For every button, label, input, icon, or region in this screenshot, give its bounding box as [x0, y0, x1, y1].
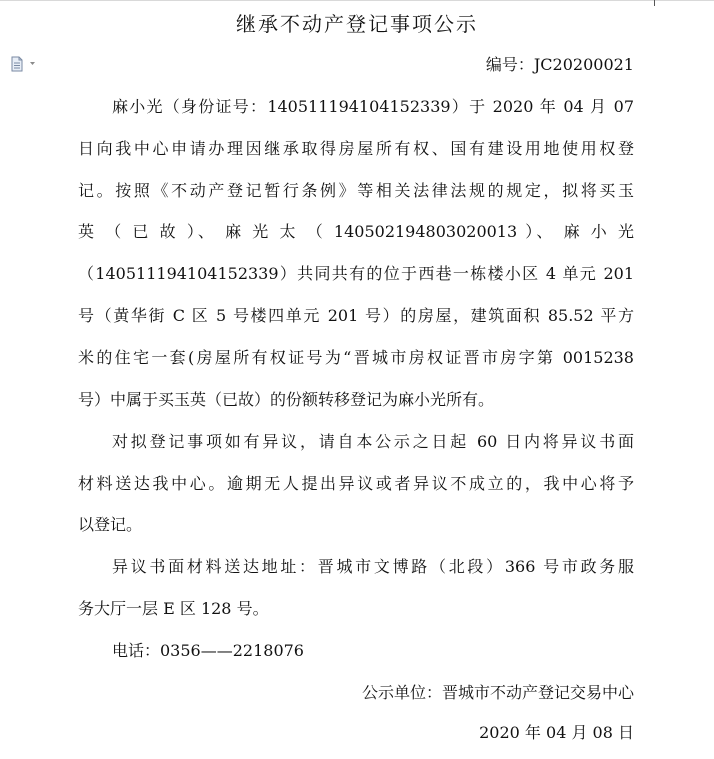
body-line: 材料送达我中心。逾期无人提出异议或者异议不成立的，我中心将予: [78, 474, 634, 493]
objection-address: 异议书面材料送达地址：晋城市文博路（北段）366 号市政务服: [112, 557, 634, 576]
document-number: 编号：JC20200021: [485, 55, 634, 74]
document-title: 继承不动产登记事项公示: [236, 12, 478, 36]
document-icon[interactable]: [10, 56, 40, 72]
body-line: 米的住宅一套(房屋所有权证号为“晋城市房权证晋市房字第 0015238: [78, 348, 634, 367]
issue-date: 2020 年 04 月 08 日: [479, 723, 634, 742]
body-line: 号（黄华街 C 区 5 号楼四单元 201 号）的房屋，建筑面积 85.52 平方: [78, 306, 634, 325]
body-line: 日向我中心申请办理因继承取得房屋所有权、国有建设用地使用权登: [78, 139, 634, 158]
page-top-border: [0, 0, 714, 1]
body-line: （140511194104152339）共同共有的位于西巷一栋楼小区 4 单元 201: [78, 264, 634, 283]
contact-phone: 电话：0356——2218076: [112, 641, 304, 660]
body-line: 以登记。: [78, 515, 143, 534]
objection-address: 务大厅一层 E 区 128 号。: [78, 599, 269, 618]
body-line: 麻小光（身份证号：140511194104152339）于 2020 年 04 月 07: [112, 97, 634, 116]
body-line: 对拟登记事项如有异议，请自本公示之日起 60 日内将异议书面: [112, 432, 634, 451]
dropdown-arrow-icon: [30, 62, 35, 65]
body-line: 号）中属于买玉英（已故）的份额转移登记为麻小光所有。: [78, 390, 495, 409]
body-line: 记。按照《不动产登记暂行条例》等相关法律法规的规定，拟将买玉: [78, 181, 634, 200]
body-line: 英 （ 已 故 ）、 麻 光 太 （ 140502194803020013 ）、 麻 小 光: [78, 222, 634, 241]
issuer: 公示单位：晋城市不动产登记交易中心: [361, 683, 634, 702]
page-corner-mark: [654, 0, 655, 6]
